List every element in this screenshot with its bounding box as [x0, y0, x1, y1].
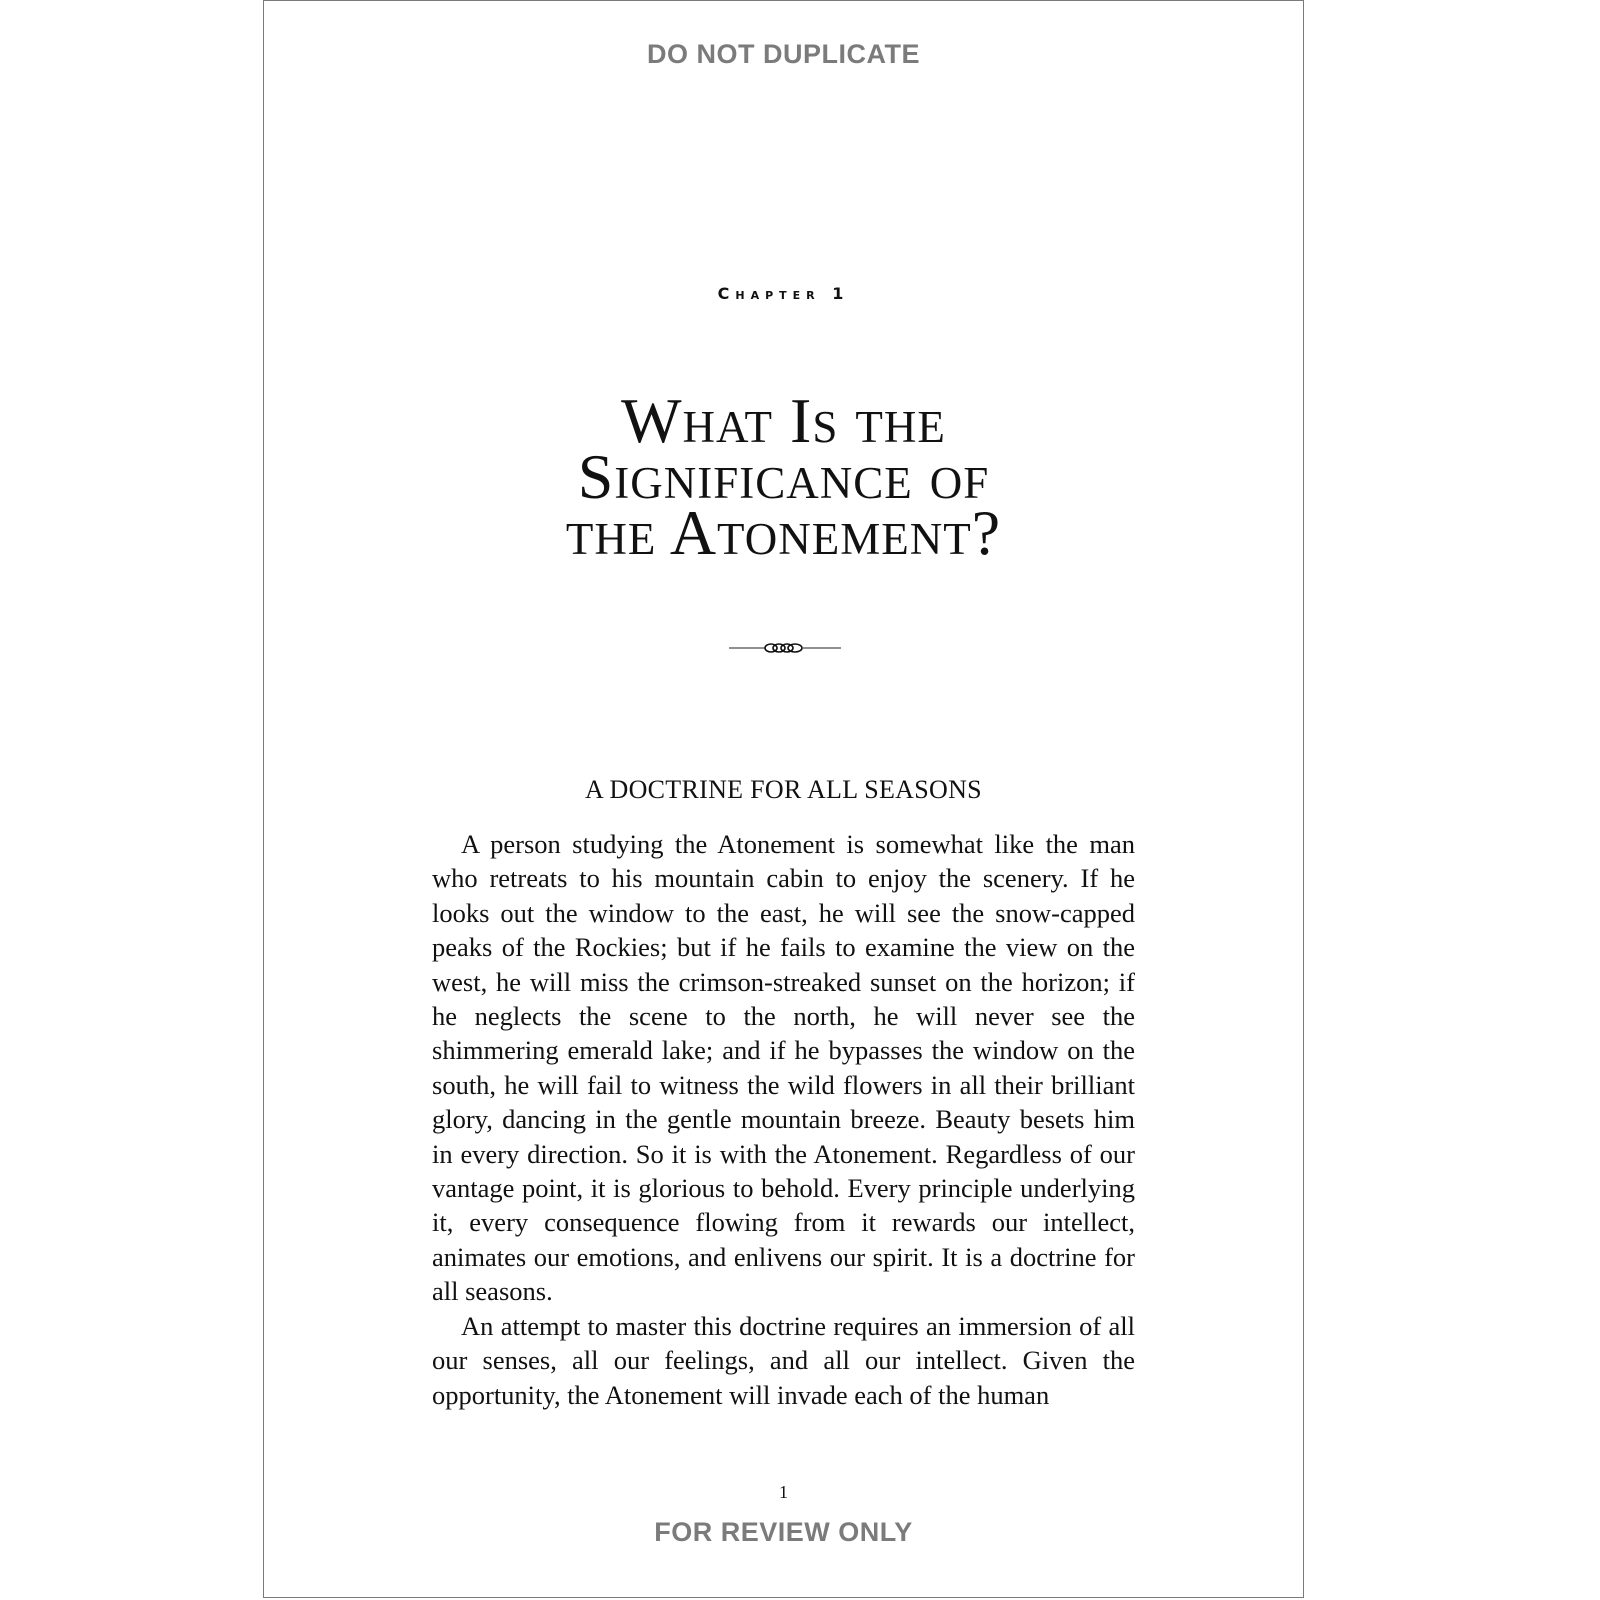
chapter-title-line: the Atonement?: [565, 497, 1002, 568]
chapter-title-line: What Is the: [621, 385, 946, 456]
watermark-top: DO NOT DUPLICATE: [647, 39, 920, 69]
paragraph: An attempt to master this doctrine requires an immersion of all our senses, all our feelings, and all our intellect. Given the opportunity, the Atonement will invade each of the human: [432, 1310, 1135, 1410]
body-text: [432, 827, 1135, 1412]
chapter-title-line: Significance of: [577, 441, 990, 512]
chapter-title: [264, 385, 1303, 568]
ornament-divider-icon: [729, 641, 841, 655]
watermark-bottom: FOR REVIEW ONLY: [654, 1517, 913, 1547]
book-page: [263, 0, 1304, 1598]
chapter-label: Chapter 1: [717, 284, 850, 303]
section-heading: A DOCTRINE FOR ALL SEASONS: [585, 775, 982, 804]
paragraph: A person studying the Atonement is somewhat like the man who retreats to his mountain cabin to enjoy the scenery. If he looks out the window to the east, he will see the snow-capped peaks of the Rockies; but if he fails to examine the view on the west, he will miss the crimson-streaked sunset on the horizon; if he neglects the scene to the north, he will never see the shimmering emerald lake; and if he bypasses the window on the south, he will fail to witness the wild flowers in all their brilliant glory, dancing in the gentle mountain breeze. Beauty besets him in every direction. So it is with the Atonement. Regardless of our vantage point, it is glorious to behold. Every principle underlying it, every consequence flowing from it rewards our intellect, animates our emotions, and enlivens our spirit. It is a doctrine for all seasons.: [432, 829, 1135, 1307]
page-number: 1: [779, 1482, 788, 1502]
